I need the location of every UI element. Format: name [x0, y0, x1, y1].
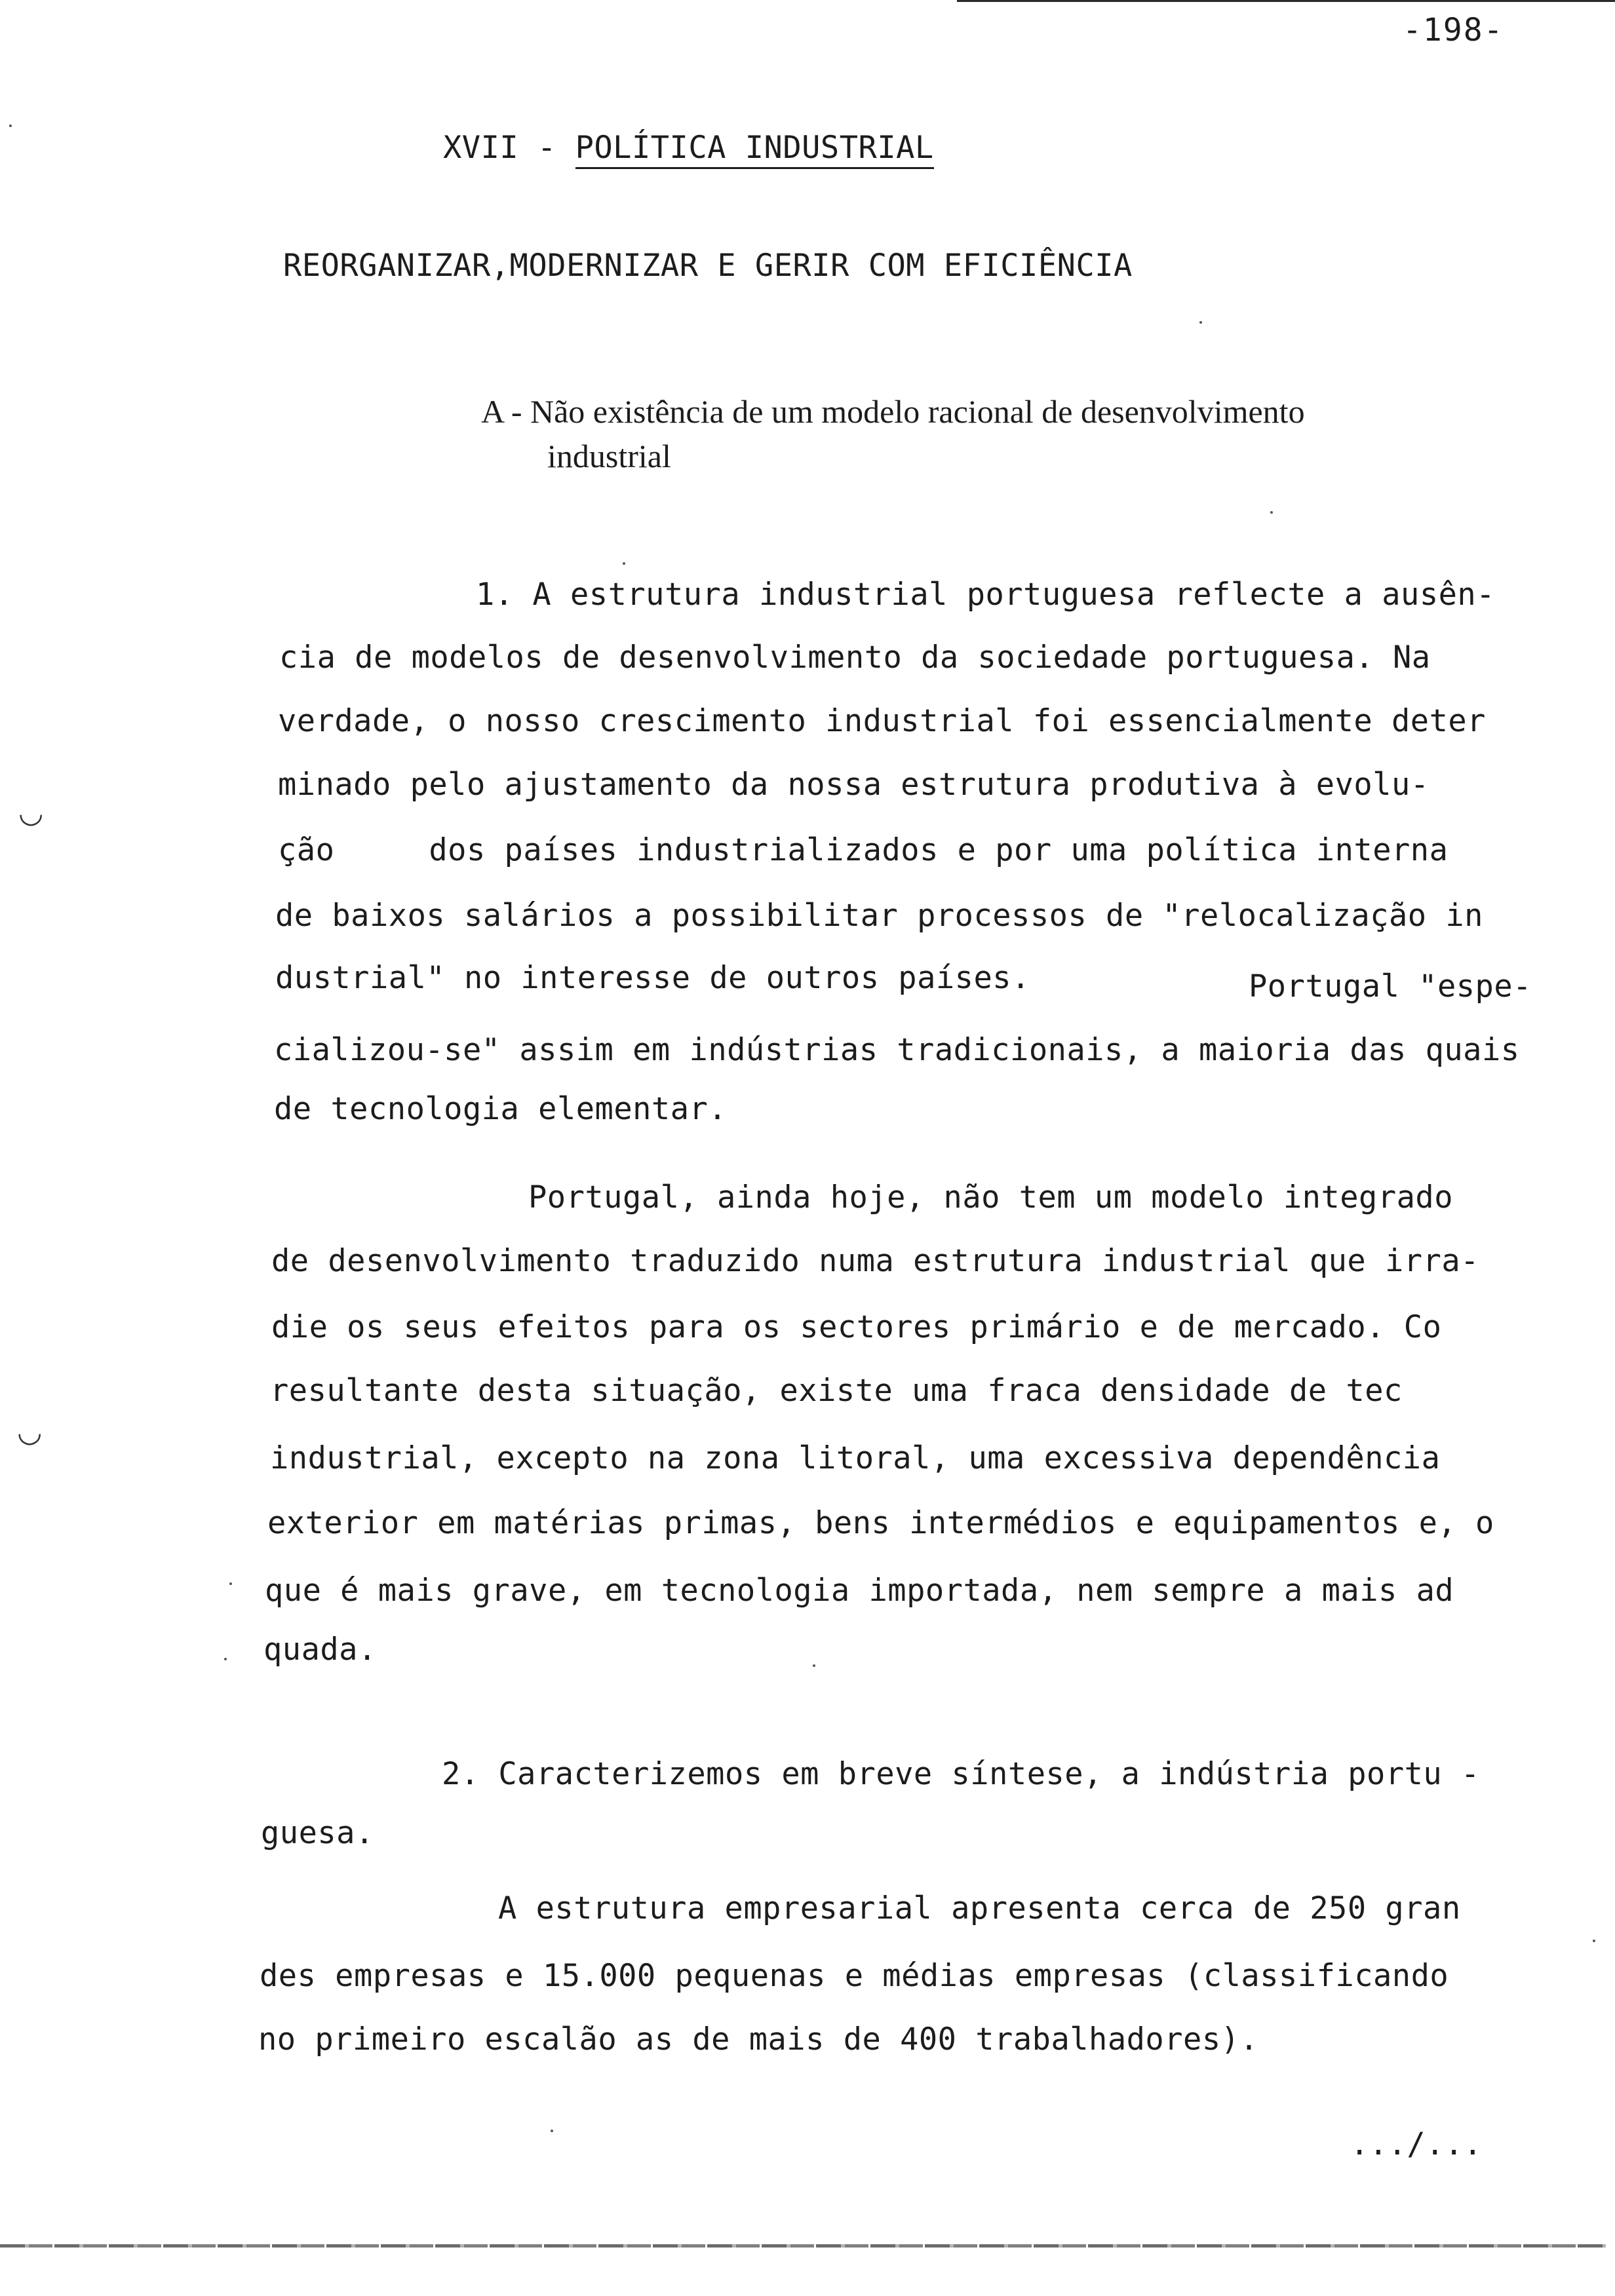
paragraph-line: des empresas e 15.000 pequenas e médias empresas (classificando	[260, 1958, 1449, 1994]
chapter-heading	[443, 130, 934, 166]
scan-speck	[9, 124, 12, 127]
paragraph-line: A estrutura empresarial apresenta cerca de 250 gran	[498, 1890, 1461, 1926]
paragraph-line: resultante desta situação, existe uma fraca densidade de tec	[270, 1373, 1403, 1409]
paragraph-line: verdade, o nosso crescimento industrial foi essencialmente deter	[278, 703, 1486, 739]
paragraph-line: cializou-se" assim em indústrias tradicionais, a maioria das quais	[274, 1032, 1520, 1068]
section-title: REORGANIZAR,MODERNIZAR E GERIR COM EFICIÊNCIA	[283, 248, 1133, 284]
paragraph-line: no primeiro escalão as de mais de 400 trabalhadores).	[258, 2021, 1259, 2057]
paragraph-line: dustrial" no interesse de outros países.	[275, 960, 1030, 996]
paragraph-line: Portugal, ainda hoje, não tem um modelo integrado	[528, 1179, 1454, 1215]
paragraph-line: 2. Caracterizemos em breve síntese, a indústria portu -	[442, 1756, 1480, 1792]
continuation-mark: .../...	[1350, 2126, 1483, 2162]
scan-speck	[229, 1582, 232, 1585]
paragraph-line: guesa.	[261, 1815, 374, 1851]
paragraph-line: quada.	[263, 1632, 377, 1668]
paragraph-line: ção dos países industrializados e por uma política interna	[278, 832, 1449, 868]
page-number: -198-	[1403, 12, 1504, 48]
top-rule	[957, 0, 1615, 2]
paragraph-line: die os seus efeitos para os sectores primário e de mercado. Co	[271, 1309, 1442, 1345]
scan-speck	[224, 1658, 227, 1660]
paragraph-line: exterior em matérias primas, bens intermédios e equipamentos e, o	[267, 1505, 1494, 1541]
paragraph-line: de desenvolvimento traduzido numa estrutura industrial que irra-	[271, 1243, 1479, 1279]
paragraph-line: 1. A estrutura industrial portuguesa reflecte a ausên-	[476, 577, 1496, 613]
scan-speck	[623, 562, 625, 565]
chapter-prefix: XVII -	[443, 130, 575, 166]
scan-speck	[1270, 511, 1273, 514]
scan-speck	[1593, 1940, 1595, 1942]
paragraph-line: de baixos salários a possibilitar processos de "relocalização in	[275, 898, 1483, 934]
hole-punch-mark-upper: ◡	[18, 796, 44, 830]
paragraph-line: minado pelo ajustamento da nossa estrutura produtiva à evolu-	[278, 767, 1430, 803]
paragraph-line: cia de modelos de desenvolvimento da sociedade portuguesa. Na	[279, 640, 1431, 676]
chapter-title: POLÍTICA INDUSTRIAL	[575, 130, 934, 169]
paragraph-line: industrial, excepto na zona litoral, uma excessiva dependência	[270, 1440, 1441, 1476]
subsection-heading-line2: industrial	[547, 438, 671, 474]
hole-punch-mark-lower: ◡	[17, 1415, 43, 1449]
scan-speck	[813, 1664, 815, 1667]
scan-speck	[551, 2130, 553, 2132]
paragraph-line: de tecnologia elementar.	[274, 1091, 728, 1127]
bottom-scan-edge	[0, 2244, 1606, 2248]
scan-speck	[1199, 321, 1202, 324]
paragraph-line: Portugal "espe-	[1249, 968, 1532, 1004]
subsection-heading-line1: A - Não existência de um modelo racional de desenvolvimento	[481, 393, 1305, 430]
paragraph-line: que é mais grave, em tecnologia importada, nem sempre a mais ad	[265, 1573, 1454, 1609]
